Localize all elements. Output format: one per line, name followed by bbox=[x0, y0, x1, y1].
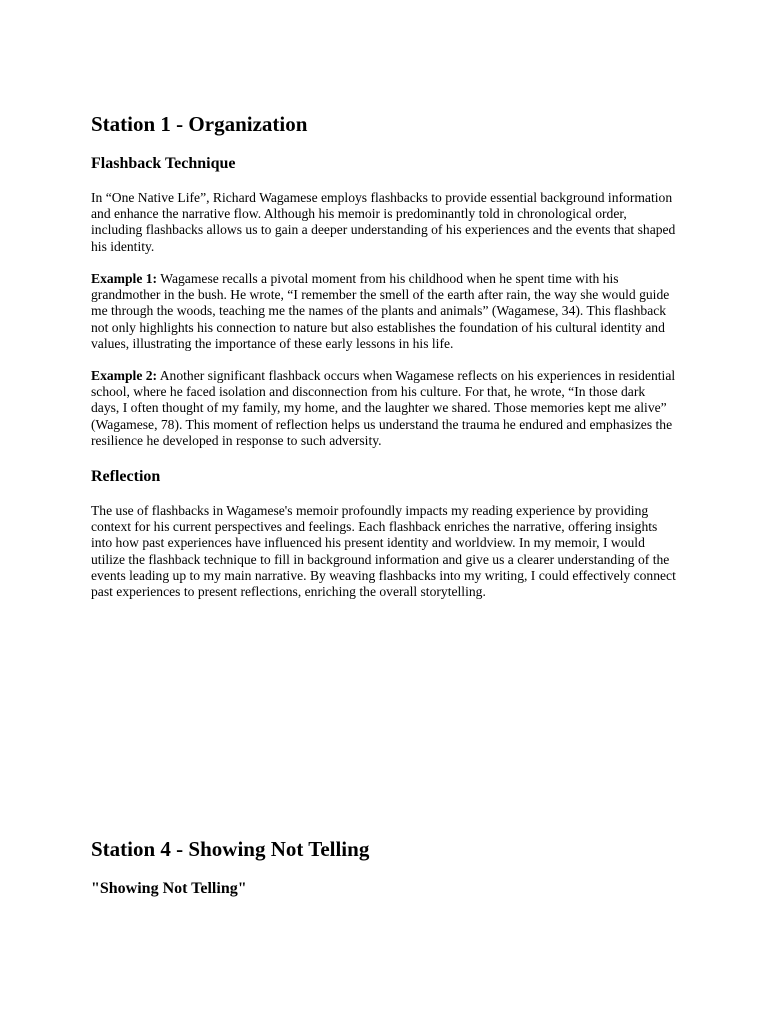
reflection-paragraph: The use of flashbacks in Wagamese's memoir profoundly impacts my reading experience by providing context for his current perspectives and feelings. Each flashback enriches the narrative, offering insights into how past experiences have influenced his present identity and worldview. In my memoir, I would utilize the flashback technique to fill in background information and give us a clearer understanding of the events leading up to my main narrative. By weaving flashbacks into my writing, I could effectively connect past experiences to present reflections, enriching the overall storytelling. bbox=[91, 503, 676, 600]
example1-paragraph bbox=[91, 271, 676, 352]
example1-text: Wagamese recalls a pivotal moment from his childhood when he spent time with his grandmother in the bush. He wrote, “I remember the smell of the earth after rain, the way she would guide me through the woods, teaching me the names of the plants and animals” (Wagamese, 34). This flashback not only highlights his connection to nature but also establishes the foundation of his cultural identity and values, illustrating the importance of these early lessons in his life. bbox=[91, 271, 670, 351]
example2-text: Another significant flashback occurs when Wagamese reflects on his experiences in residential school, where he faced isolation and disconnection from his culture. For that, he wrote, “In those dark days, I often thought of my family, my home, and the laughter we shared. Those memories kept me alive” (Wagamese, 78). This moment of reflection helps us understand the trauma he endured and emphasizes the resilience he developed in response to such adversity. bbox=[91, 368, 676, 448]
example2-paragraph bbox=[91, 368, 676, 449]
flashback-technique-heading: Flashback Technique bbox=[91, 155, 236, 172]
station4-title: Station 4 - Showing Not Telling bbox=[91, 837, 370, 861]
intro-paragraph: In “One Native Life”, Richard Wagamese employs flashbacks to provide essential background information and enhance the narrative flow. Although his memoir is predominantly told in chronological order, including flashbacks allows us to gain a deeper understanding of his experiences and the events that shaped his identity. bbox=[91, 190, 676, 254]
showing-not-telling-heading: "Showing Not Telling" bbox=[91, 880, 247, 897]
example2-label: Example 2: bbox=[91, 368, 158, 383]
reflection-heading: Reflection bbox=[91, 468, 161, 485]
example1-label: Example 1: bbox=[91, 271, 158, 286]
station1-title: Station 1 - Organization bbox=[91, 112, 308, 136]
